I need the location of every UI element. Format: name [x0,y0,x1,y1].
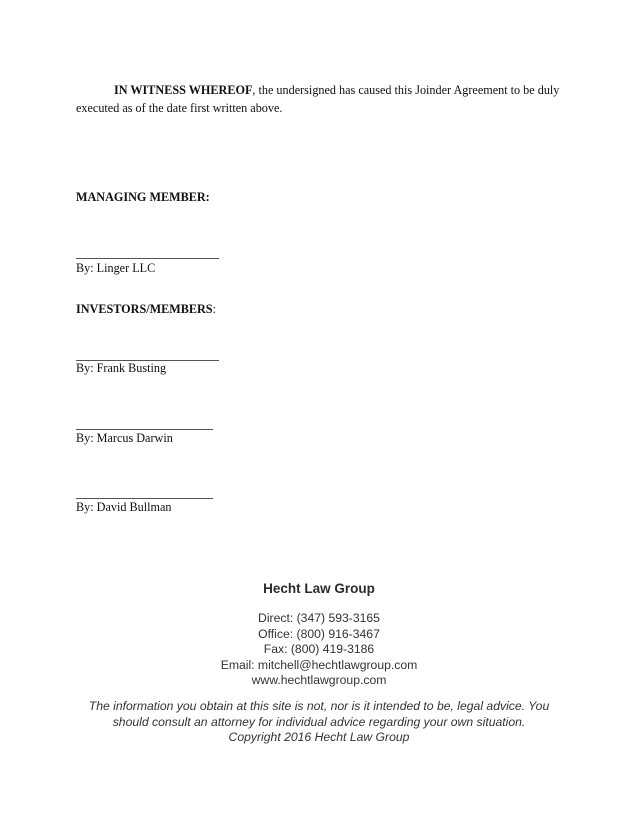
managing-member-heading: MANAGING MEMBER: [76,190,210,204]
contact-fax: Fax: (800) 419-3186 [263,642,375,656]
signer-david-bullman: By: David Bullman [76,500,172,514]
contact-website: www.hechtlawgroup.com [251,673,387,687]
witness-clause [76,82,566,117]
legal-disclaimer [0,699,638,746]
contact-office: Office: (800) 916-3467 [258,626,380,641]
signer-linger-llc: By: Linger LLC [76,261,156,275]
witness-clause-lead: IN WITNESS WHEREOF [114,83,253,97]
signature-line-bullman [76,498,213,499]
signer-frank-busting: By: Frank Busting [76,361,167,375]
investors-members-heading [76,302,216,317]
signer-marcus-darwin: By: Marcus Darwin [76,431,173,445]
investors-members-heading-colon: : [212,302,216,316]
firm-name: Hecht Law Group [263,581,375,596]
contact-direct: Direct: (347) 593-3165 [258,611,380,625]
copyright-notice: Copyright 2016 Hecht Law Group [228,730,410,744]
investors-members-heading-text: INVESTORS/MEMBERS [76,302,213,316]
disclaimer-line-2: should consult an attorney for individual advice regarding your own situation. [112,714,526,729]
disclaimer-line-1: The information you obtain at this site is not, nor is it intended to be, legal advice. You [88,699,550,713]
signature-line-darwin [76,429,213,430]
contact-email: Email: mitchell@hechtlawgroup.com [220,657,418,672]
signature-line-linger [76,258,219,259]
witness-clause-text: , the undersigned has caused this Joinder Agreement to be duly executed as of the date first written above. [76,83,560,115]
